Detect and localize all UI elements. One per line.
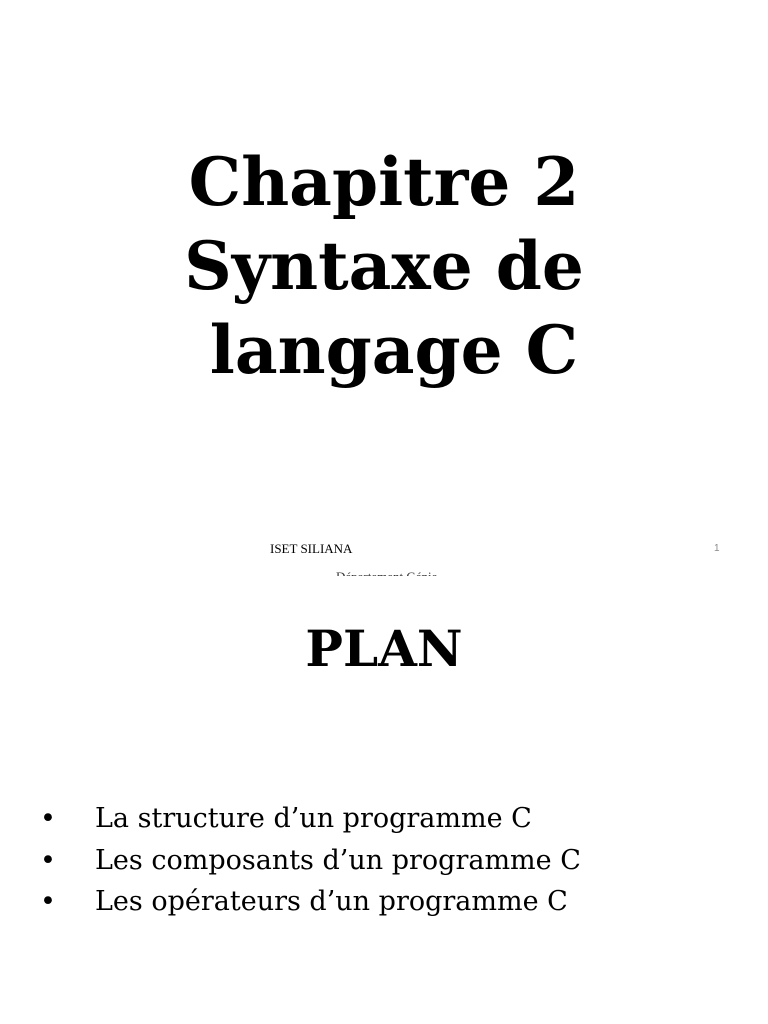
- bullet-icon: •: [40, 844, 56, 876]
- slide-plan: [0, 576, 768, 1024]
- plan-title: PLAN: [305, 619, 463, 678]
- plan-item: [40, 798, 750, 840]
- chapter-subtitle-line-2: langage C: [209, 311, 579, 389]
- chapter-subtitle-line-1: Syntaxe de: [184, 227, 584, 305]
- plan-list: [40, 798, 750, 923]
- plan-item-text: Les opérateurs d’un programme C: [95, 886, 568, 917]
- plan-item-text: La structure d’un programme C: [95, 803, 532, 834]
- chapter-title: [150, 140, 618, 392]
- plan-item: [40, 881, 750, 923]
- slide-number: 1: [714, 543, 720, 554]
- chapter-number: Chapitre 2: [188, 143, 580, 221]
- bullet-icon: •: [40, 886, 56, 917]
- bullet-icon: •: [40, 803, 56, 834]
- plan-item-text: Les composants d’un programme C: [95, 844, 581, 876]
- plan-item: [40, 840, 750, 882]
- institution-footer: ISET SILIANA: [270, 541, 353, 556]
